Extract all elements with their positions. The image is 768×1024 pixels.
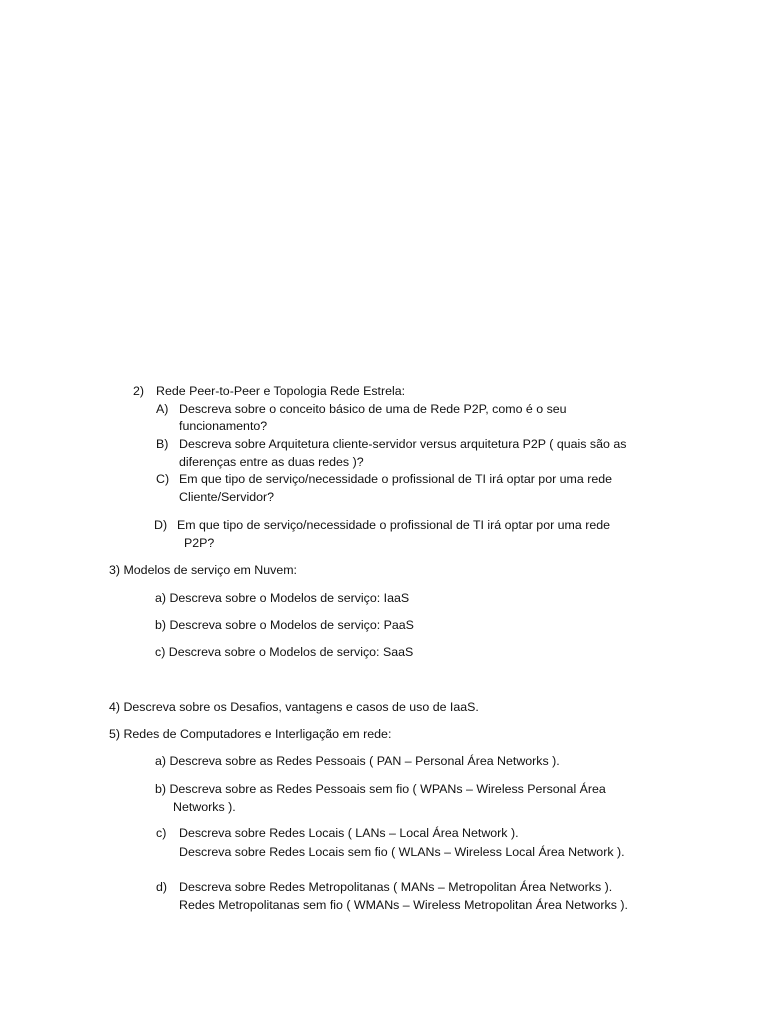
q2-a-line1: Descreva sobre o conceito básico de uma de Rede P2P, como é o seu [179, 402, 567, 416]
q2-b-label: B) [156, 437, 169, 451]
q3-a: a) Descreva sobre o Modelos de serviço: IaaS [155, 591, 410, 605]
q5-d-line2: Redes Metropolitanas sem fio ( WMANs – Wireless Metropolitan Área Networks ). [179, 898, 628, 912]
q2-a-line2: funcionamento? [179, 419, 268, 433]
q2-c-line1: Em que tipo de serviço/necessidade o profissional de TI irá optar por uma rede [179, 472, 612, 486]
q5-d-line1: Descreva sobre Redes Metropolitanas ( MANs – Metropolitan Área Networks ). [179, 880, 613, 894]
q5-c-label: c) [156, 826, 167, 840]
q2-d-line2: P2P? [184, 536, 215, 550]
q2-a-label: A) [156, 402, 169, 416]
q5-b-line1: b) Descreva sobre as Redes Pessoais sem fio ( WPANs – Wireless Personal Área [155, 782, 606, 796]
q2-number: 2) [133, 384, 145, 398]
q5-c-line2: Descreva sobre Redes Locais sem fio ( WLANs – Wireless Local Área Network ). [179, 845, 625, 859]
q2-c-label: C) [156, 472, 170, 486]
q5-b-line2: Networks ). [173, 800, 236, 814]
q5-c-line1: Descreva sobre Redes Locais ( LANs – Local Área Network ). [179, 826, 519, 840]
q2-b-line2: diferenças entre as duas redes )? [179, 455, 364, 469]
q3-b: b) Descreva sobre o Modelos de serviço: PaaS [155, 618, 414, 632]
q4-title: 4) Descreva sobre os Desafios, vantagens e casos de uso de IaaS. [109, 700, 479, 714]
q2-b-line1: Descreva sobre Arquitetura cliente-servidor versus arquitetura P2P ( quais são as [179, 437, 627, 451]
q2-d-label: D) [154, 518, 168, 532]
q5-d-label: d) [156, 880, 168, 894]
q3-title: 3) Modelos de serviço em Nuvem: [109, 563, 297, 577]
q3-c: c) Descreva sobre o Modelos de serviço: SaaS [155, 645, 414, 659]
q2-title: Rede Peer-to-Peer e Topologia Rede Estrela: [156, 384, 406, 398]
q5-title: 5) Redes de Computadores e Interligação em rede: [109, 727, 392, 741]
q2-c-line2: Cliente/Servidor? [179, 490, 275, 504]
q5-a: a) Descreva sobre as Redes Pessoais ( PAN – Personal Área Networks ). [155, 754, 560, 768]
q2-d-line1: Em que tipo de serviço/necessidade o profissional de TI irá optar por uma rede [177, 518, 610, 532]
